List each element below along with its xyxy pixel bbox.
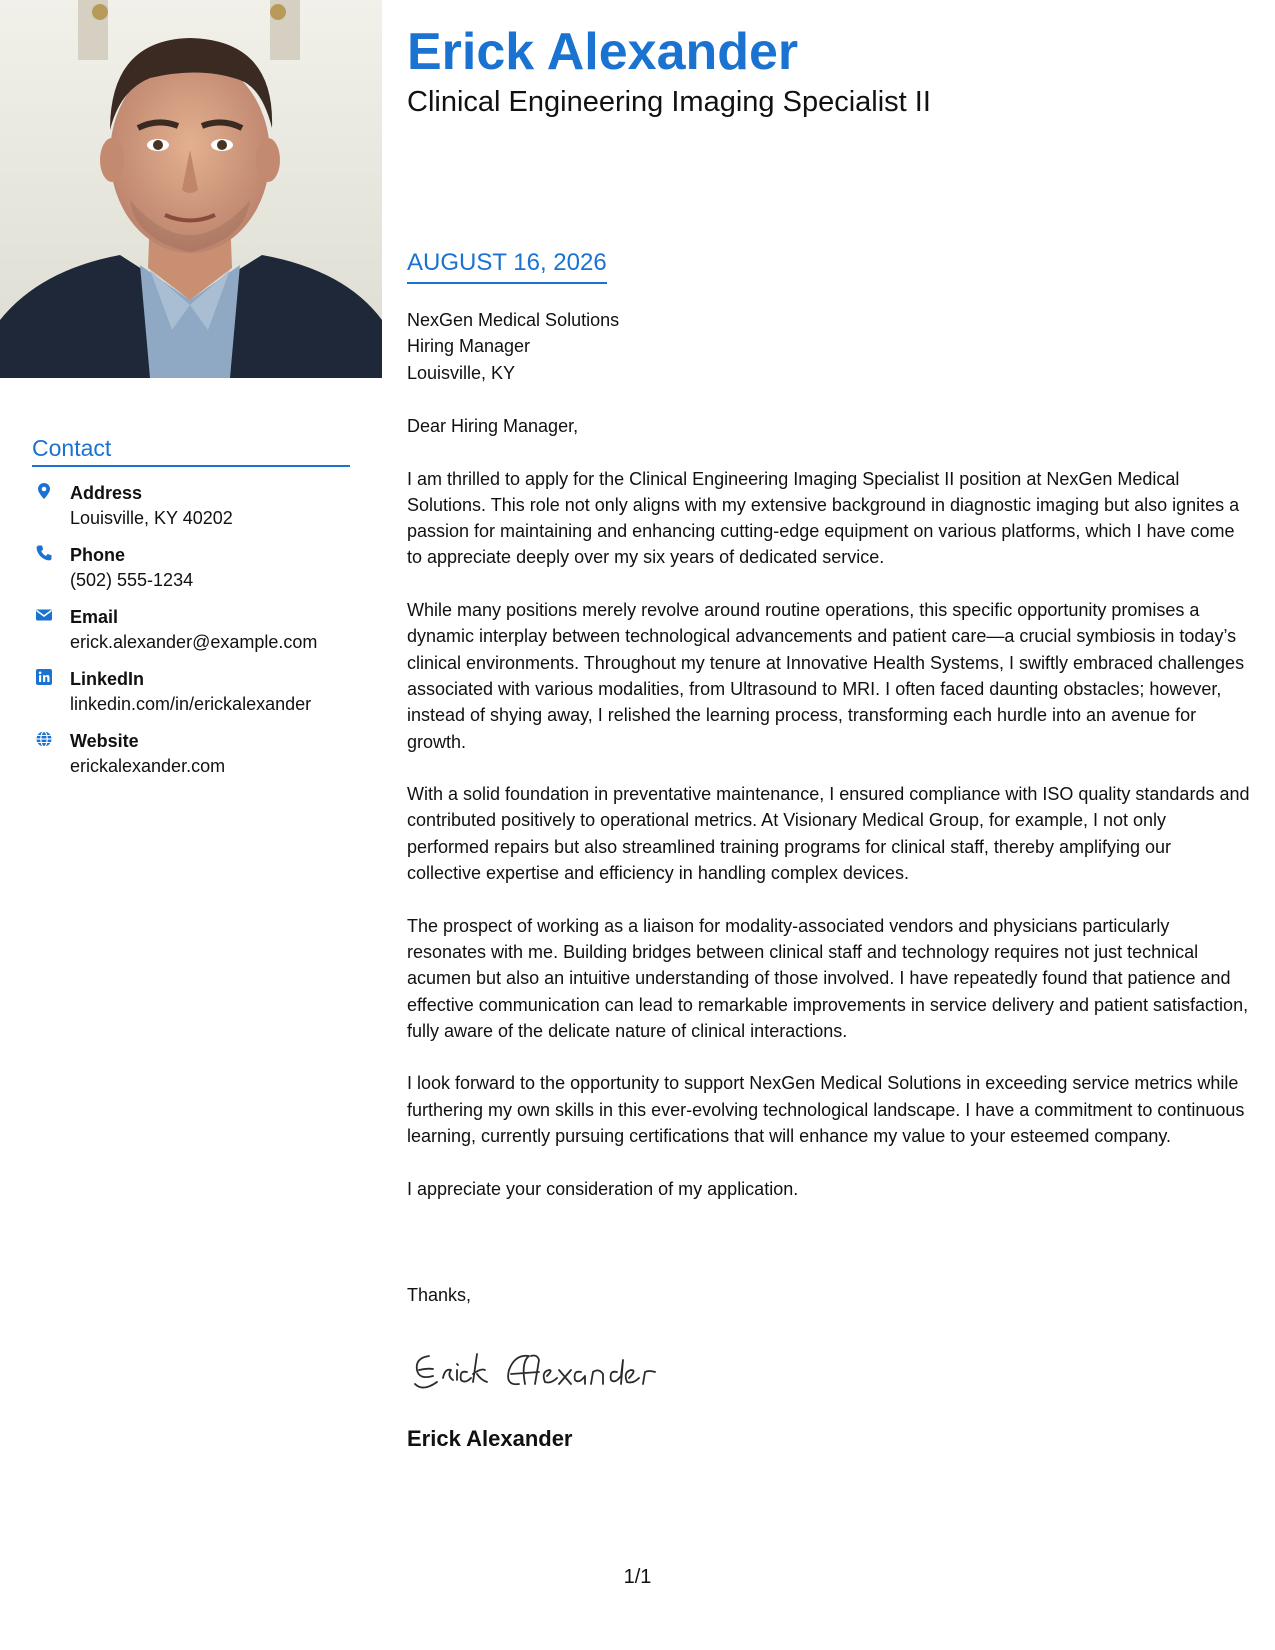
contact-item-email — [32, 605, 350, 655]
closing: Thanks, — [407, 1285, 472, 1305]
contact-heading: Contact — [32, 435, 350, 467]
letter-paragraph: I appreciate your consideration of my application. — [407, 1178, 799, 1199]
letter-paragraph: I am thrilled to apply for the Clinical Engineering Imaging Specialist II position at NexGen Medical Solutions. This role not only aligns with my extensive background in diagnostic imaging but also ignites a passion for maintaining and enhancing cutting-edge equipment on various platforms, which I have come to appreciate deeply over my six years of dedicated service. — [407, 468, 1240, 568]
contact-label-linkedin: LinkedIn — [70, 669, 145, 689]
email-icon — [35, 606, 53, 624]
contact-item-website — [32, 729, 350, 779]
letter-body — [407, 413, 1250, 1228]
letter-paragraph: With a solid foundation in preventative maintenance, I ensured compliance with ISO quality standards and contributed positively to operational metrics. At Visionary Medical Group, for example, I not only performed repairs but also streamlined training programs for clinical staff, thereby amplifying our collective expertise and efficiency in handling complex devices. — [407, 784, 1250, 884]
portrait-photo-icon — [0, 0, 382, 378]
recipient-company: NexGen Medical Solutions — [407, 310, 620, 330]
letter-date: AUGUST 16, 2026 — [407, 248, 607, 284]
contact-value-linkedin[interactable]: linkedin.com/in/erickalexander — [70, 694, 312, 714]
phone-icon — [35, 544, 53, 562]
contact-label-email: Email — [70, 607, 119, 627]
contact-item-linkedin — [32, 667, 350, 717]
contact-value-phone: (502) 555-1234 — [70, 570, 194, 590]
letter-paragraph: While many positions merely revolve around routine operations, this specific opportunity promises a dynamic interplay between technological advancements and patient care—a crucial symbiosis in today’s clinical environments. Throughout my tenure at Innovative Health Systems, I swiftly embraced challenges associated with various modalities, from Ultrasound to MRI. I often faced daunting obstacles; however, instead of shying away, I relished the learning process, transforming each hurdle into an avenue for growth. — [407, 600, 1245, 752]
handwritten-signature — [407, 1340, 677, 1400]
linkedin-icon — [35, 668, 53, 686]
contact-label-phone: Phone — [70, 545, 126, 565]
map-pin-icon — [35, 482, 53, 500]
contact-label-address: Address — [70, 483, 143, 503]
contact-value-website[interactable]: erickalexander.com — [70, 756, 226, 776]
letter-paragraph: I look forward to the opportunity to support NexGen Medical Solutions in exceeding service metrics while furthering my own skills in this ever-evolving technological landscape. I have a commitment to continuous learning, currently pursuing certifications that will enhance my value to your esteemed company. — [407, 1073, 1245, 1147]
salutation: Dear Hiring Manager, — [407, 416, 579, 436]
job-title: Clinical Engineering Imaging Specialist II — [407, 86, 931, 118]
recipient-role: Hiring Manager — [407, 336, 531, 357]
recipient-location: Louisville, KY — [407, 362, 516, 383]
profile-photo — [0, 0, 382, 378]
globe-icon — [35, 730, 53, 748]
letter-paragraph: The prospect of working as a liaison for modality-associated vendors and physicians particularly resonates with me. Building bridges between clinical staff and technology requires not just technical acumen but also an intuitive understanding of those involved. I have repeatedly found that patience and effective communication can lead to remarkable improvements in service delivery and patient satisfaction, fully aware of the delicate nature of clinical interactions. — [407, 915, 1249, 1041]
applicant-name: Erick Alexander — [407, 23, 799, 81]
contact-value-email[interactable]: erick.alexander@example.com — [70, 632, 318, 652]
contact-value-address: Louisville, KY 40202 — [70, 508, 233, 528]
contact-section — [32, 435, 350, 791]
recipient-block — [407, 307, 619, 386]
contact-item-address — [32, 481, 350, 531]
contact-item-phone — [32, 543, 350, 593]
contact-label-website: Website — [70, 731, 139, 751]
signed-name: Erick Alexander — [407, 1426, 573, 1451]
page-number: 1/1 — [623, 1566, 652, 1588]
